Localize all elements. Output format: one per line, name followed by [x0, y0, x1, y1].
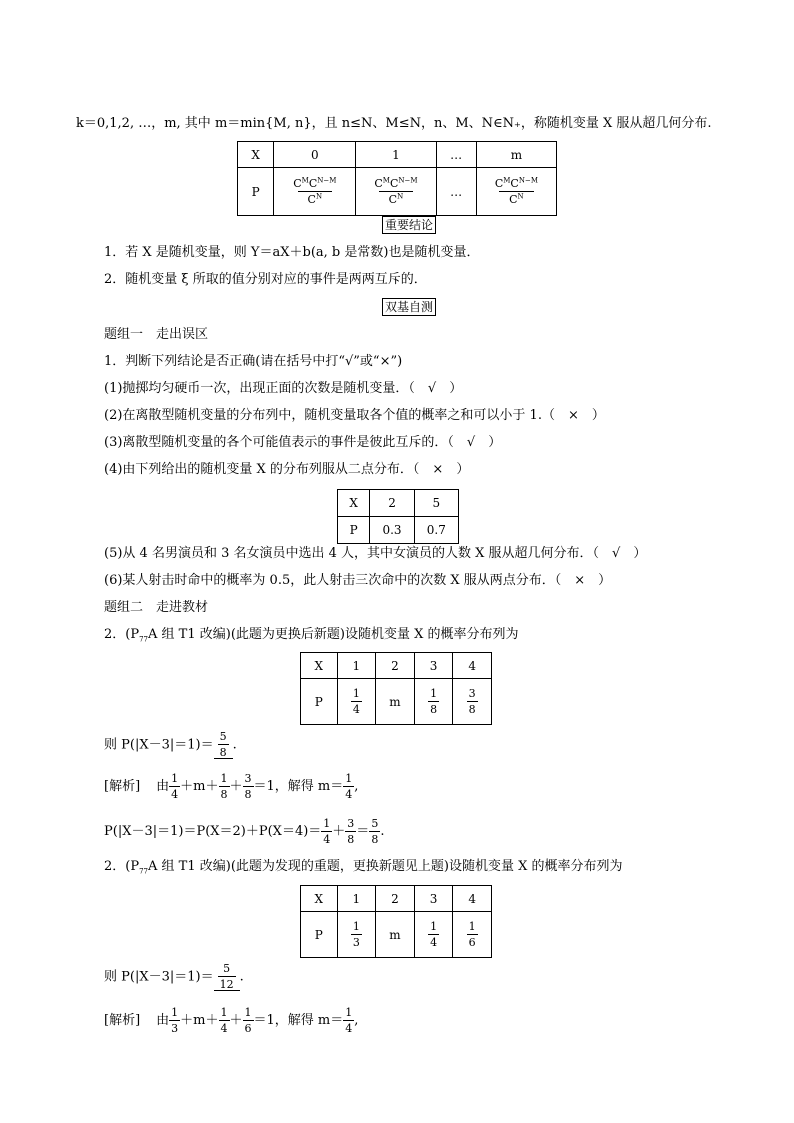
question-1-item: (2)在离散型随机变量的分布列中，随机变量取各个值的概率之和可以小于 1.（ × ） [104, 408, 605, 423]
table-p-value: $\frac{3}{8}$ [453, 679, 492, 725]
question-2-table [300, 652, 492, 725]
question-3-analysis-1: [解析] 由 $\frac{1}{3}$ ＋m＋ $\frac{1}{4}$ ＋ $\frac{1}{6}$ ＝1，解得 m＝ $\frac{1}{4}$ , [104, 1006, 359, 1035]
table-x-label: X [238, 142, 274, 168]
table-x-value: 2 [370, 490, 414, 517]
table-x-value: 2 [376, 653, 415, 679]
table-p-value: $\frac{1}{8}$ [414, 679, 453, 725]
group-2-title: 题组二 走进教材 [104, 600, 209, 615]
section-heading-self-test: 双基自测 [382, 301, 436, 314]
table-p-value: $\frac{C^MC^{N-M}}{C^N}$ [476, 168, 556, 216]
table-x-value: 3 [414, 653, 453, 679]
table-x-value: … [436, 142, 476, 168]
table-p-value: $\frac{1}{4}$ [337, 679, 376, 725]
table-x-value: 0 [274, 142, 356, 168]
question-1-item: (4)由下列给出的随机变量 X 的分布列服从二点分布．（ × ） [104, 462, 470, 477]
table-p-value: $\frac{C^MC^{N-M}}{C^N}$ [356, 168, 436, 216]
table-x-value: 1 [337, 886, 376, 912]
question-2-analysis-1: [解析] 由 $\frac{1}{4}$ ＋m＋ $\frac{1}{8}$ ＋ $\frac{3}{8}$ ＝1，解得 m＝ $\frac{1}{4}$ , [104, 772, 359, 801]
hypergeometric-table [237, 141, 557, 216]
table-x-value: m [476, 142, 556, 168]
question-1-stem: 1．判断下列结论是否正确(请在括号中打“√”或“×”) [104, 354, 403, 369]
table-x-label: X [338, 490, 370, 517]
question-1-item: (5)从 4 名男演员和 3 名女演员中选出 4 人，其中女演员的人数 X 服从超几何分布．（ √ ） [104, 546, 647, 561]
two-point-table [337, 489, 459, 544]
table-p-value: $\frac{C^MC^{N-M}}{C^N}$ [274, 168, 356, 216]
table-x-label: X [301, 886, 338, 912]
question-2-analysis-2: P(|X－3|＝1)＝P(X＝2)＋P(X＝4)＝ $\frac{1}{4}$ ＋ $\frac{3}{8}$ ＝ $\frac{5}{8}$ . [104, 817, 385, 846]
table-p-value: m [376, 679, 415, 725]
table-x-value: 4 [453, 886, 492, 912]
question-1-item: (6)某人射击时命中的概率为 0.5，此人射击三次命中的次数 X 服从两点分布．（ × ） [104, 573, 612, 588]
hypergeometric-definition-line: k＝0,1,2, …，m, 其中 m＝min{M, n}，且 n≤N、M≤N，n、M、N∈N₊，称随机变量 X 服从超几何分布. [76, 116, 712, 131]
question-2-answer: 则 P(|X－3|＝1)＝ $\frac{5}{8}$ . [104, 730, 237, 759]
question-2-stem: 2．($P_{77}A$ 组 T1 改编)(此题为更换后新题)设随机变量 X 的概率分布列为 [104, 627, 519, 644]
table-x-label: X [301, 653, 338, 679]
table-x-value: 2 [376, 886, 415, 912]
table-x-value: 1 [337, 653, 376, 679]
question-3-stem: 2．($P_{77}A$ 组 T1 改编)(此题为发现的重题，更换新题见上题)设随机变量 X 的概率分布列为 [104, 859, 623, 876]
group-1-title: 题组一 走出误区 [104, 327, 209, 342]
table-x-value: 1 [356, 142, 436, 168]
table-p-value: $\frac{1}{6}$ [453, 912, 492, 958]
conclusion-1: 1．若 X 是随机变量，则 Y＝aX＋b(a, b 是常数)也是随机变量． [104, 245, 480, 260]
table-p-value: 0.3 [370, 517, 414, 544]
table-p-value: … [436, 168, 476, 216]
question-1-item: (3)离散型随机变量的各个可能值表示的事件是彼此互斥的．（ √ ） [104, 435, 502, 450]
table-p-label: P [301, 679, 338, 725]
table-p-label: P [301, 912, 338, 958]
table-p-value: 0.7 [414, 517, 458, 544]
section-heading-conclusions: 重要结论 [382, 219, 436, 232]
table-p-value: $\frac{1}{3}$ [337, 912, 376, 958]
table-p-value: m [376, 912, 415, 958]
table-p-value: $\frac{1}{4}$ [414, 912, 453, 958]
question-3-table [300, 885, 492, 958]
table-p-label: P [238, 168, 274, 216]
question-3-answer: 则 P(|X－3|＝1)＝ $\frac{5}{12}$ . [104, 962, 244, 991]
table-x-value: 5 [414, 490, 458, 517]
table-x-value: 4 [453, 653, 492, 679]
question-1-item: (1)抛掷均匀硬币一次，出现正面的次数是随机变量．（ √ ） [104, 381, 463, 396]
conclusion-2: 2．随机变量 ξ 所取的值分别对应的事件是两两互斥的． [104, 272, 427, 287]
table-x-value: 3 [414, 886, 453, 912]
table-p-label: P [338, 517, 370, 544]
